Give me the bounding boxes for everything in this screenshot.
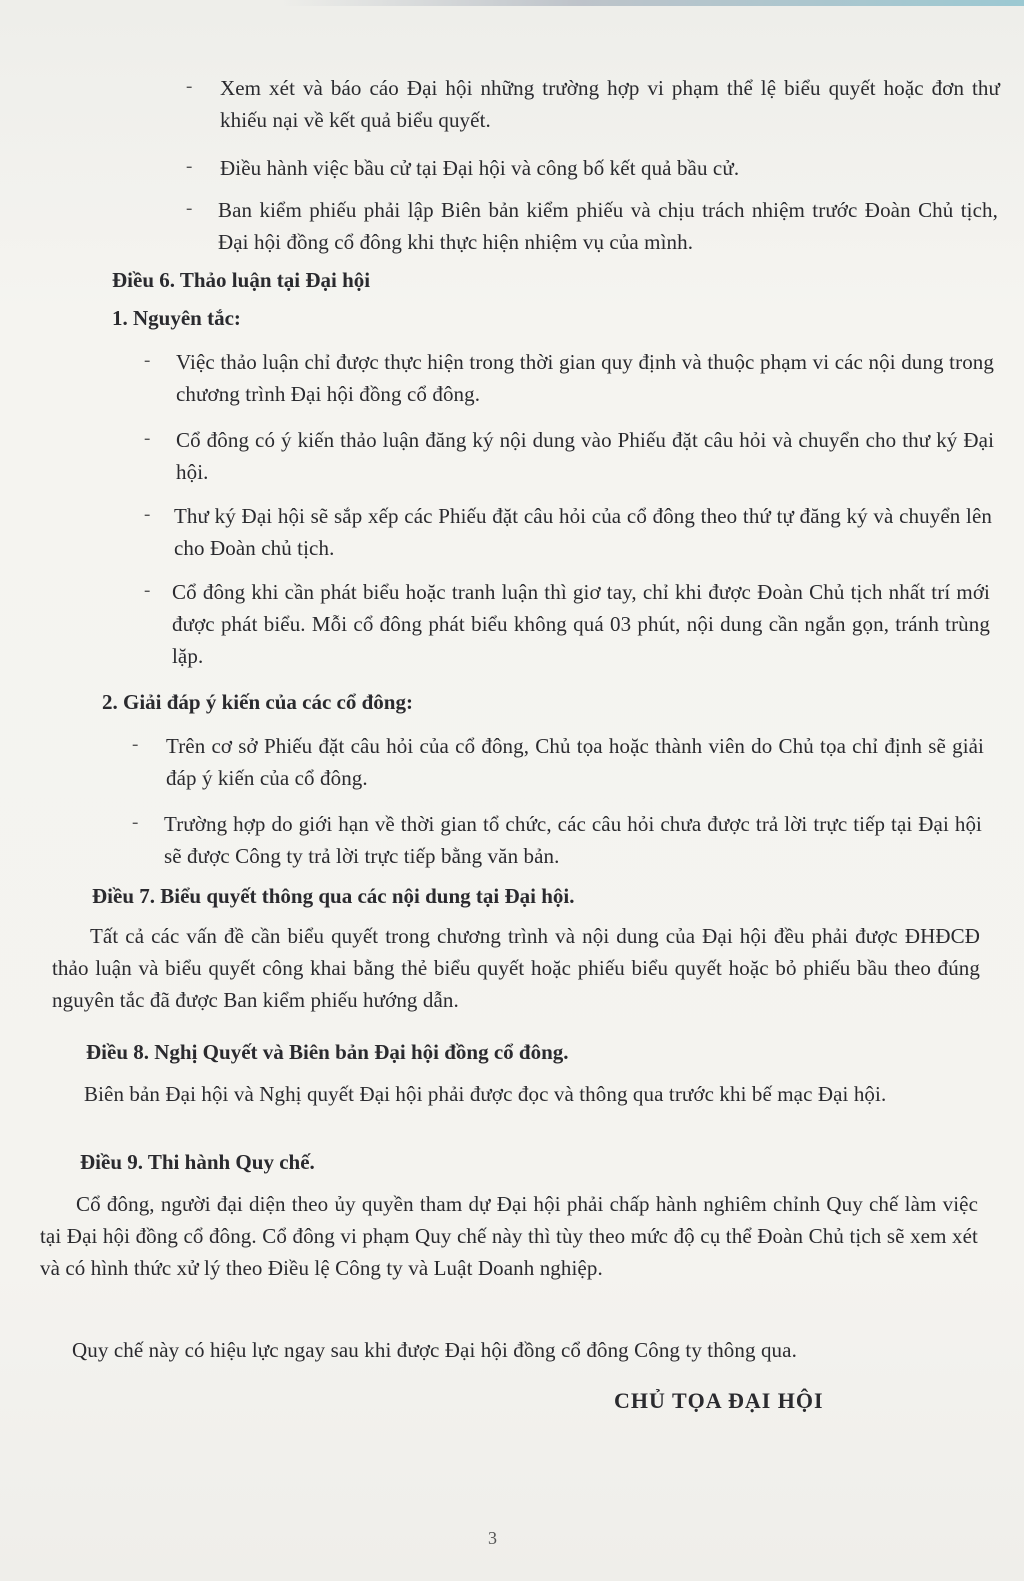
signature-title: CHỦ TỌA ĐẠI HỘI [614,1388,824,1413]
paragraph-vote-counting-minutes: Ban kiểm phiếu phải lập Biên bản kiểm phiếu và chịu trách nhiệm trước Đoàn Chủ tịch, Đại hội đồng cổ đông khi thực hiện nhiệm vụ của mình. [218,198,998,254]
bullet-dash: - [144,350,151,371]
paragraph-election: Điều hành việc bầu cử tại Đại hội và công bố kết quả bầu cử. [220,156,740,180]
paragraph-written-answers: Trường hợp do giới hạn về thời gian tổ chức, các câu hỏi chưa được trả lời trực tiếp tại Đại hội sẽ được Công ty trả lời trực tiếp bằng văn bản. [164,812,982,868]
heading-article-9: Điều 9. Thi hành Quy chế. [80,1150,315,1174]
bullet-dash: - [144,428,151,449]
subheading-principles: 1. Nguyên tắc: [112,306,241,330]
scan-top-edge [280,0,1024,6]
paragraph-minutes-resolution: Biên bản Đại hội và Nghị quyết Đại hội phải được đọc và thông qua trước khi bế mạc Đại hội. [84,1082,887,1106]
paragraph-vote-violations: Xem xét và báo cáo Đại hội những trường hợp vi phạm thể lệ biểu quyết hoặc đơn thư khiếu nại về kết quả biểu quyết. [220,76,1000,132]
bullet-dash: - [144,504,151,525]
paragraph-secretary: Thư ký Đại hội sẽ sắp xếp các Phiếu đặt câu hỏi của cổ đông theo thứ tự đăng ký và chuyển lên cho Đoàn chủ tịch. [174,504,992,560]
paragraph-chair-answers: Trên cơ sở Phiếu đặt câu hỏi của cổ đông, Chủ tọa hoặc thành viên do Chủ tọa chỉ định sẽ giải đáp ý kiến của cổ đông. [166,734,984,790]
bullet-dash: - [186,156,193,177]
bullet-dash: - [186,198,193,219]
heading-article-6: Điều 6. Thảo luận tại Đại hội [112,268,371,292]
heading-article-8: Điều 8. Nghị Quyết và Biên bản Đại hội đồng cổ đông. [86,1040,569,1064]
paragraph-speaking-rules: Cổ đông khi cần phát biểu hoặc tranh luận thì giơ tay, chỉ khi được Đoàn Chủ tịch nhất trí mới được phát biểu. Mỗi cổ đông phát biểu không quá 03 phút, nội dung cần ngắn gọn, tránh trùng lặp. [172,580,990,668]
page-number: 3 [488,1528,497,1548]
paragraph-effective: Quy chế này có hiệu lực ngay sau khi được Đại hội đồng cổ đông Công ty thông qua. [72,1338,797,1362]
heading-article-7: Điều 7. Biểu quyết thông qua các nội dung tại Đại hội. [92,884,575,908]
paragraph-discussion-time: Việc thảo luận chỉ được thực hiện trong thời gian quy định và thuộc phạm vi các nội dung trong chương trình Đại hội đồng cổ đông. [176,350,994,406]
paragraph-question-form: Cổ đông có ý kiến thảo luận đăng ký nội dung vào Phiếu đặt câu hỏi và chuyển cho thư ký Đại hội. [176,428,994,484]
subheading-answers: 2. Giải đáp ý kiến của các cổ đông: [102,690,413,714]
bullet-dash: - [186,76,193,97]
bullet-dash: - [144,580,151,601]
bullet-dash: - [132,812,139,833]
paragraph-voting: Tất cả các vấn đề cần biểu quyết trong chương trình và nội dung của Đại hội đều phải được ĐHĐCĐ thảo luận và biểu quyết công khai bằng thẻ biểu quyết hoặc phiếu biểu quyết hoặc bỏ phiếu bầu theo đúng nguyên tắc đã được Ban kiểm phiếu hướng dẫn. [52,924,980,1012]
paragraph-enforcement: Cổ đông, người đại diện theo ủy quyền tham dự Đại hội phải chấp hành nghiêm chỉnh Quy chế làm việc tại Đại hội đồng cổ đông. Cổ đông vi phạm Quy chế này thì tùy theo mức độ cụ thể Đoàn Chủ tịch sẽ xem xét và có hình thức xử lý theo Điều lệ Công ty và Luật Doanh nghiệp. [40,1192,978,1280]
bullet-dash: - [132,734,139,755]
